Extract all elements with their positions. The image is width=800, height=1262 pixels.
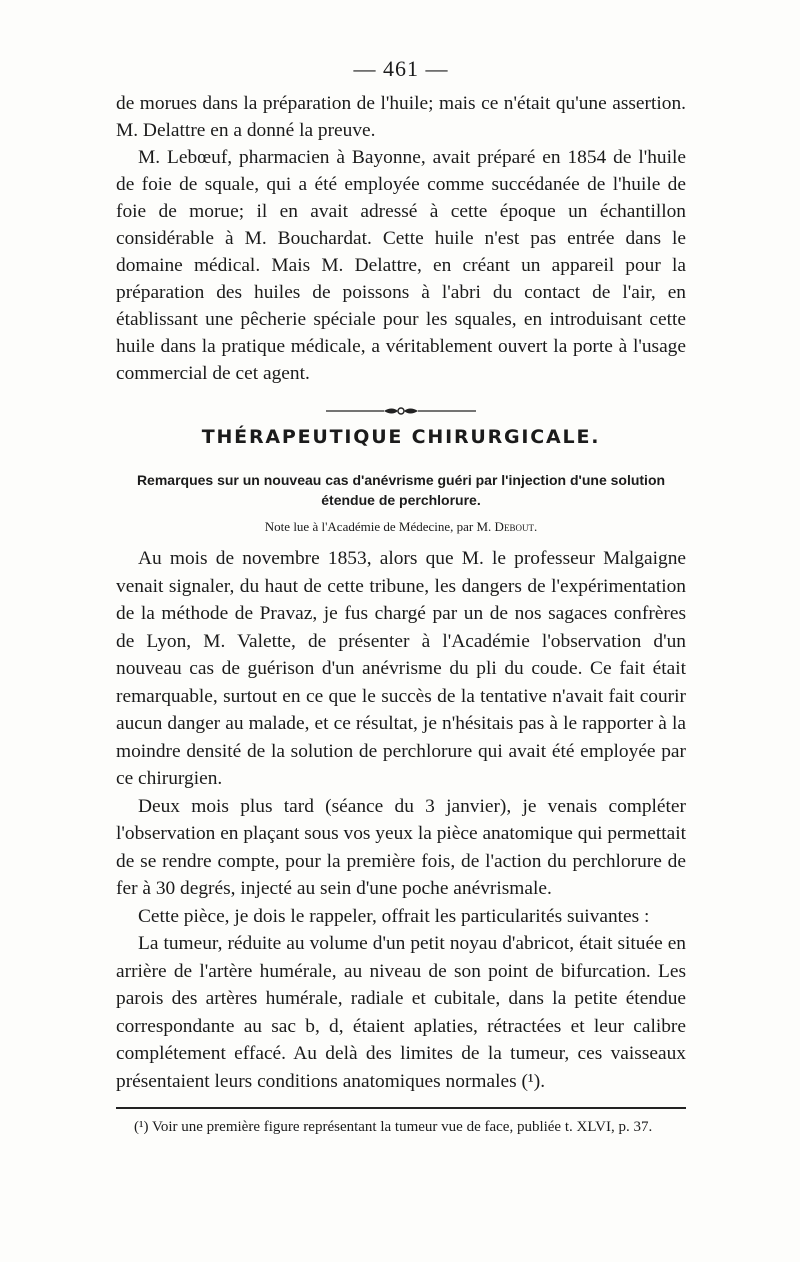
body-paragraph-3: Cette pièce, je dois le rappeler, offrait les particularités suivantes : — [138, 905, 650, 927]
body-paragraph-1: Au mois de novembre 1853, alors que M. le professeur Malgaigne venait signaler, du haut de cette tribune, les dangers de l'expérimentation de la méthode de Pravaz, je fus chargé par un de nos sagaces confrères de Lyon, M. Valette, de présenter à l'Académie l'observation d'un nouveau cas de guérison d'un anévrisme du pli du coude. Ce fait était remarquable, surtout en ce que le succès de la tentative n'avait fait courir aucun danger au malade, et ce résultat, je n'hésitais pas à le rapporter à la moindre densité de la solution de perchlorure qui avait été employée par ce chirurgien. — [116, 548, 686, 789]
article-title: Remarques sur un nouveau cas d'anévrisme guéri par l'injection d'une solution étendue de perchlorure. — [136, 472, 666, 508]
section-title: THÉRAPEUTIQUE CHIRURGICALE. — [201, 426, 601, 448]
intro-paragraph-1: de morues dans la préparation de l'huile; mais ce n'était qu'une assertion. M. Delattre en a donné la preuve. — [116, 93, 686, 141]
document-page — [116, 56, 686, 1138]
body-paragraph-2: Deux mois plus tard (séance du 3 janvier), je venais compléter l'observation en plaçant sous vos yeux la pièce anatomique qui permettait de se rendre compte, pour la première fois, de l'action du perchlorure de fer à 30 degrés, injecté au sein d'une poche anévrismale. — [116, 795, 686, 899]
footnote-divider — [116, 1107, 686, 1109]
ornament-divider-icon — [326, 404, 476, 418]
article-body — [116, 545, 686, 1095]
byline-prefix: Note lue à l'Académie de Médecine, par — [264, 519, 477, 534]
page-number: — 461 — — [353, 56, 449, 81]
byline-author: M. Debout — [476, 519, 534, 534]
footnote: (¹) Voir une première figure représentant la tumeur vue de face, publiée t. XLVI, p. 37. — [134, 1119, 653, 1135]
body-paragraph-4: La tumeur, réduite au volume d'un petit noyau d'abricot, était située en arrière de l'artère humérale, au niveau de son point de bifurcation. Les parois des artères humérale, radiale et cubitale, dans la petite étendue correspondante au sac b, d, étaient aplaties, rétractées et leur calibre complétement effacé. Au delà des limites de la tumeur, ces vaisseaux présentaient leurs conditions anatomiques normales (¹). — [116, 933, 686, 1092]
byline — [116, 519, 686, 535]
intro-paragraph-2: M. Lebœuf, pharmacien à Bayonne, avait préparé en 1854 de l'huile de foie de squale, qui a été employée comme succédanée de l'huile de foie de morue; il en avait adressé à cette époque un échantillon considérable à M. Bouchardat. Cette huile n'est pas entrée dans le domaine médical. Mais M. Delattre, en créant un appareil pour la préparation des huiles de poissons à l'abri du contact de l'air, en établissant une pêcherie spéciale pour les squales, en introduisant cette huile dans la pratique médicale, a véritablement ouvert la porte à l'usage commercial de cet agent. — [116, 147, 686, 384]
byline-suffix: . — [533, 519, 538, 534]
